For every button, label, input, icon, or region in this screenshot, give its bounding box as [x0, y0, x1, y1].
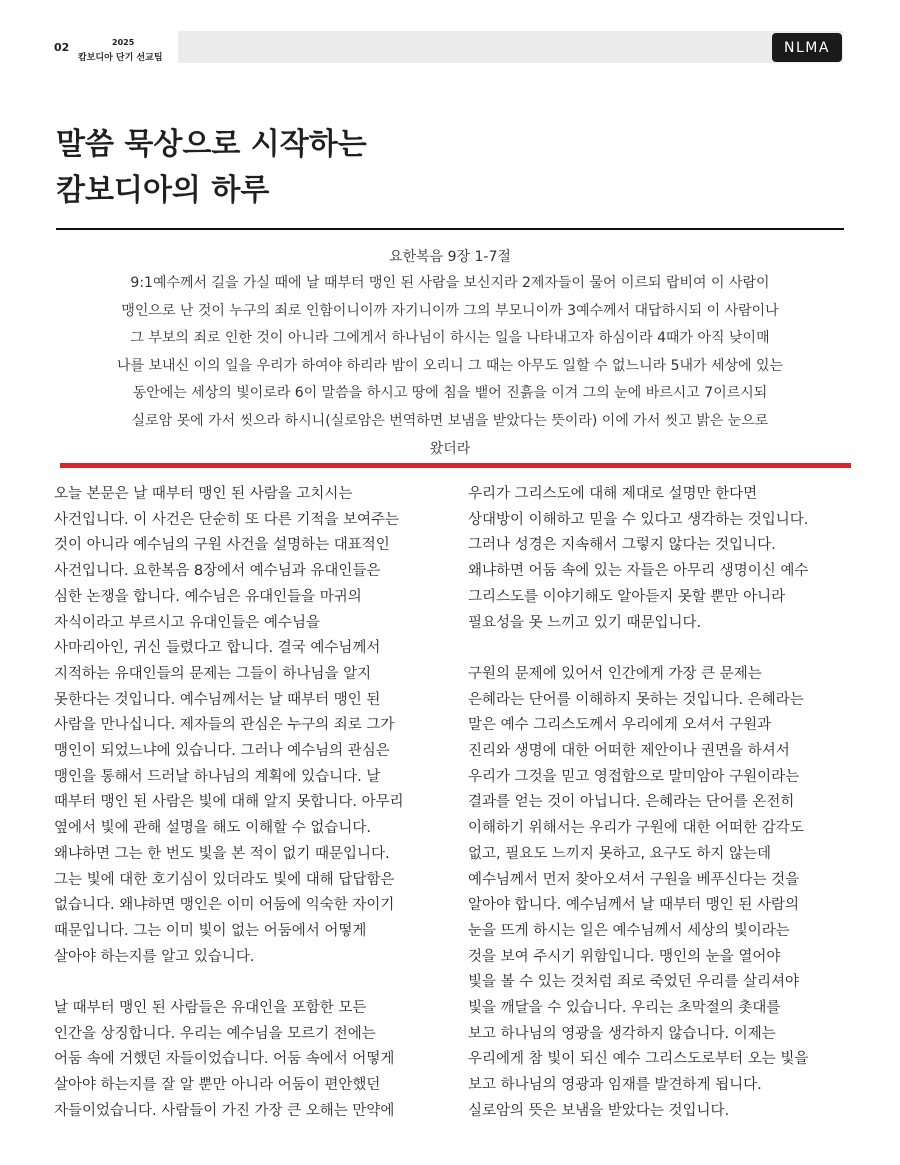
scripture-reference: 요한복음 9장 1-7절	[389, 249, 511, 265]
body-line: 이해하기 위해서는 우리가 구원에 대한 어떠한 감각도	[468, 820, 804, 837]
scripture-passage	[56, 270, 844, 463]
body-line: 사람을 만나십니다. 제자들의 관심은 누구의 죄로 그가	[54, 717, 395, 734]
body-line: 결과를 얻는 것이 아닙니다. 은혜라는 단어를 온전히	[468, 794, 795, 811]
body-line: 왜냐하면 어둠 속에 있는 자들은 아무리 생명이신 예수	[468, 563, 809, 580]
red-divider	[60, 463, 851, 468]
body-line: 살아야 하는지를 알고 있습니다.	[54, 948, 255, 965]
body-line: 것을 보여 주시기 위함입니다. 맹인의 눈을 열어야	[468, 948, 781, 965]
body-line: 어둠 속에 거했던 자들이었습니다. 어둠 속에서 어떻게	[54, 1051, 395, 1068]
paragraph	[468, 482, 856, 636]
body-line: 그리스도를 이야기해도 알아듣지 못할 뿐만 아니라	[468, 588, 786, 605]
left-column	[54, 482, 446, 1150]
title-divider	[56, 228, 844, 230]
body-line: 빛을 볼 수 있는 것처럼 죄로 죽었던 우리를 살리셔야	[468, 974, 800, 991]
body-line: 말은 예수 그리스도께서 우리에게 오셔서 구원과	[468, 717, 772, 734]
body-line: 실로암의 뜻은 보냄을 받았다는 것입니다.	[468, 1102, 730, 1119]
body-line: 때문입니다. 그는 이미 빛이 없는 어둠에서 어떻게	[54, 922, 367, 939]
scripture-line: 9:1예수께서 길을 가실 때에 날 때부터 맹인 된 사람을 보신지라 2제자들이 물어 이르되 랍비여 이 사람이	[130, 275, 770, 291]
header-team-name: 캄보디아 단기 선교팀	[78, 53, 163, 63]
body-line: 보고 하나님의 영광과 임재를 발견하게 됩니다.	[468, 1077, 762, 1094]
body-line: 그러나 성경은 지속해서 그렇지 않다는 것입니다.	[468, 537, 776, 554]
header-bar	[178, 31, 843, 63]
paragraph	[54, 996, 446, 1125]
body-line: 사건입니다. 이 사건은 단순히 또 다른 기적을 보여주는	[54, 511, 400, 528]
body-line: 알아야 합니다. 예수님께서 날 때부터 맹인 된 사람의	[468, 897, 800, 914]
body-line: 날 때부터 맹인 된 사람들은 유대인을 포함한 모든	[54, 1000, 367, 1017]
scripture-line: 동안에는 세상의 빛이로라 6이 말씀을 하시고 땅에 침을 뱉어 진흙을 이겨 그의 눈에 바르시고 7이르시되	[132, 385, 768, 402]
body-line: 없습니다. 왜냐하면 맹인은 이미 어둠에 익숙한 자이기	[54, 897, 395, 914]
title-line-1: 말씀 묵상으로 시작하는	[56, 127, 367, 162]
body-line: 눈을 뜨게 하시는 일은 예수님께서 세상의 빛이라는	[468, 922, 790, 939]
body-line: 은혜라는 단어를 이해하지 못하는 것입니다. 은혜라는	[468, 691, 804, 708]
body-line: 빛을 깨달을 수 있습니다. 우리는 초막절의 촛대를	[468, 1000, 781, 1017]
body-line: 없고, 필요도 느끼지 못하고, 요구도 하지 않는데	[468, 845, 772, 862]
scripture-line: 왔더라	[429, 440, 471, 457]
paragraph	[54, 482, 446, 970]
right-column	[468, 482, 856, 1150]
body-line: 우리에게 참 빛이 되신 예수 그리스도로부터 오는 빛을	[468, 1051, 809, 1068]
body-line: 사건입니다. 요한복음 8장에서 예수님과 유대인들은	[54, 563, 381, 580]
scripture-line: 그 부보의 죄로 인한 것이 아니라 그에게서 하나님이 하시는 일을 나타내고자 하심이라 4때가 아직 낮이매	[130, 330, 770, 347]
page-title	[56, 122, 367, 214]
body-line: 지적하는 유대인들의 문제는 그들이 하나님을 알지	[54, 665, 372, 682]
body-line: 살아야 하는지를 잘 알 뿐만 아니라 어둠이 편안했던	[54, 1077, 381, 1094]
body-line: 인간을 상징합니다. 우리는 예수님을 모르기 전에는	[54, 1025, 376, 1042]
body-line: 왜냐하면 그는 한 번도 빛을 본 적이 없기 때문입니다.	[54, 845, 390, 862]
body-line: 우리가 그것을 믿고 영접함으로 말미암아 구원이라는	[468, 768, 800, 785]
body-line: 못한다는 것입니다. 예수님께서는 날 때부터 맹인 된	[54, 691, 381, 708]
body-line: 맹인이 되었느냐에 있습니다. 그러나 예수님의 관심은	[54, 743, 390, 760]
body-line: 오늘 본문은 날 때부터 맹인 된 사람을 고치시는	[54, 486, 353, 502]
body-line: 심한 논쟁을 합니다. 예수님은 유대인들을 마귀의	[54, 588, 362, 605]
page-number: 02	[54, 41, 70, 54]
paragraph	[468, 662, 856, 1125]
title-line-2: 캄보디아의 하루	[56, 173, 270, 208]
scripture-line: 맹인으로 난 것이 누구의 죄로 인함이니이까 자기니이까 그의 부모니이까 3예수께서 대답하시되 이 사람이나	[121, 302, 779, 319]
body-line: 그는 빛에 대한 호기심이 있더라도 빛에 대해 답답함은	[54, 871, 395, 888]
scripture-line: 나를 보내신 이의 일을 우리가 하여야 하리라 밤이 오리니 그 때는 아무도 일할 수 없느니라 5내가 세상에 있는	[116, 357, 784, 374]
body-line: 예수님께서 먼저 찾아오셔서 구원을 베푸신다는 것을	[468, 871, 800, 888]
body-line: 상대방이 이해하고 믿을 수 있다고 생각하는 것입니다.	[468, 511, 809, 528]
body-line: 자들이었습니다. 사람들이 가진 가장 큰 오해는 만약에	[54, 1102, 395, 1119]
body-line: 때부터 맹인 된 사람은 빛에 대해 알지 못합니다. 아무리	[54, 794, 404, 811]
brand-logo-badge: NLMA	[772, 33, 842, 62]
body-line: 우리가 그리스도에 대해 제대로 설명만 한다면	[468, 486, 758, 502]
body-line: 옆에서 빛에 관해 설명을 해도 이해할 수 없습니다.	[54, 820, 372, 837]
body-line: 맹인을 통해서 드러날 하나님의 계획에 있습니다. 날	[54, 768, 381, 785]
body-line: 보고 하나님의 영광을 생각하지 않습니다. 이제는	[468, 1025, 776, 1042]
body-line: 사마리아인, 귀신 들렸다고 합니다. 결국 예수님께서	[54, 640, 381, 657]
body-line: 자식이라고 부르시고 유대인들은 예수님을	[54, 614, 320, 631]
body-line: 진리와 생명에 대한 어떠한 제안이나 권면을 하셔서	[468, 743, 790, 760]
header-year: 2025	[112, 38, 135, 47]
body-line: 구원의 문제에 있어서 인간에게 가장 큰 문제는	[468, 665, 762, 682]
scripture-line: 실로암 못에 가서 씻으라 하시니(실로암은 번역하면 보냄을 받았다는 뜻이라) 이에 가서 씻고 밝은 눈으로	[131, 412, 769, 429]
body-line: 필요성을 못 느끼고 있기 때문입니다.	[468, 614, 702, 631]
body-line: 것이 아니라 예수님의 구원 사건을 설명하는 대표적인	[54, 537, 390, 554]
